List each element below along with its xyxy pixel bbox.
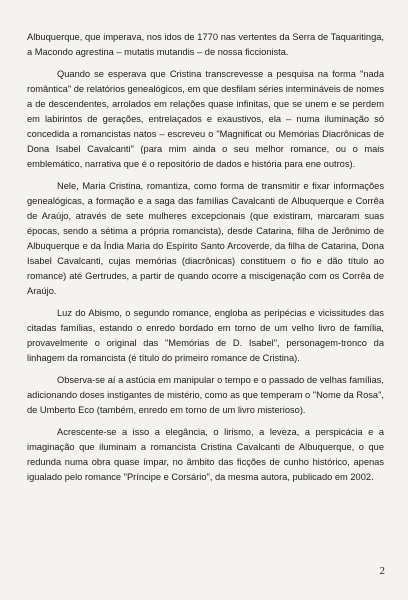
page-number: 2: [379, 565, 385, 577]
paragraph-continuation: Albuquerque, que imperava, nos idos de 1770 nas vertentes da Serra de Taquaritinga, a Macondo agrestina – mutatis mutandis – de nossa ficcionista.: [27, 32, 384, 57]
paragraph-nele: Nele, Maria Cristina, romantiza, como forma de transmitir e fixar informações genealógicas, a formação e a saga das famílias Cavalcanti de Albuquerque e Corrêa de Araújo, através de sete mulheres excepcionais (que existiram, marcaram suas épocas, sendo a sétima a própria romancista), desde Catarina, filha de Jerônimo de Albuquerque e da Índia Maria do Espírito Santo Arcoverde, da filha de Catarina, Dona Isabel Cavalcanti, cujas memórias (diacrônicas) constituem o fio e dão título ao romance) até Gertrudes, a partir de quando ocorre a miscigenação com os Corrêa de Araújo.: [27, 181, 384, 296]
paragraph-magnificat: Quando se esperava que Cristina transcrevesse a pesquisa na forma "nada romântica" de relatórios genealógicos, em que desfilam séries intermináveis de nomes a de descendentes, arrolados em relações quase infinitas, que se unem e se perdem em labirintos de gerações, entrelaçados e exaustivos, ela – numa iluminação só concedida a romancistas natos – escreveu o "Magnificat ou Memórias Diacrônicas de Dona Isabel Cavalcanti" (para mim ainda o seu melhor romance, ou o mais emblemático, narrativa que é o repositório de dados e história para ene outros).: [27, 69, 384, 169]
paragraph-acrescente: Acrescente-se a isso a elegância, o lirismo, a leveza, a perspicácia e a imaginação que iluminam a romancista Cristina Cavalcanti de Albuquerque, o que redunda numa obra quase ímpar, no âmbito das ficções de cunho histórico, apenas igualado pelo romance "Príncipe e Corsário", da mesma autora, publicado em 2002.: [27, 427, 384, 482]
paragraph-luz-do-abismo: Luz do Abismo, o segundo romance, engloba as peripécias e vicissitudes das citadas famílias, estando o enredo bordado em torno de um velho livro de família, provavelmente o original das "Memórias de D. Isabel", personagem-tronco da linhagem da romancista (é título do primeiro romance de Cristina).: [27, 308, 384, 363]
paragraph-observa: Observa-se aí a astúcia em manipular o tempo e o passado de velhas famílias, adicionando doses instigantes de mistério, como as que temperam o "Nome da Rosa", de Umberto Eco (também, enredo em torno de um livro misterioso).: [27, 375, 384, 415]
